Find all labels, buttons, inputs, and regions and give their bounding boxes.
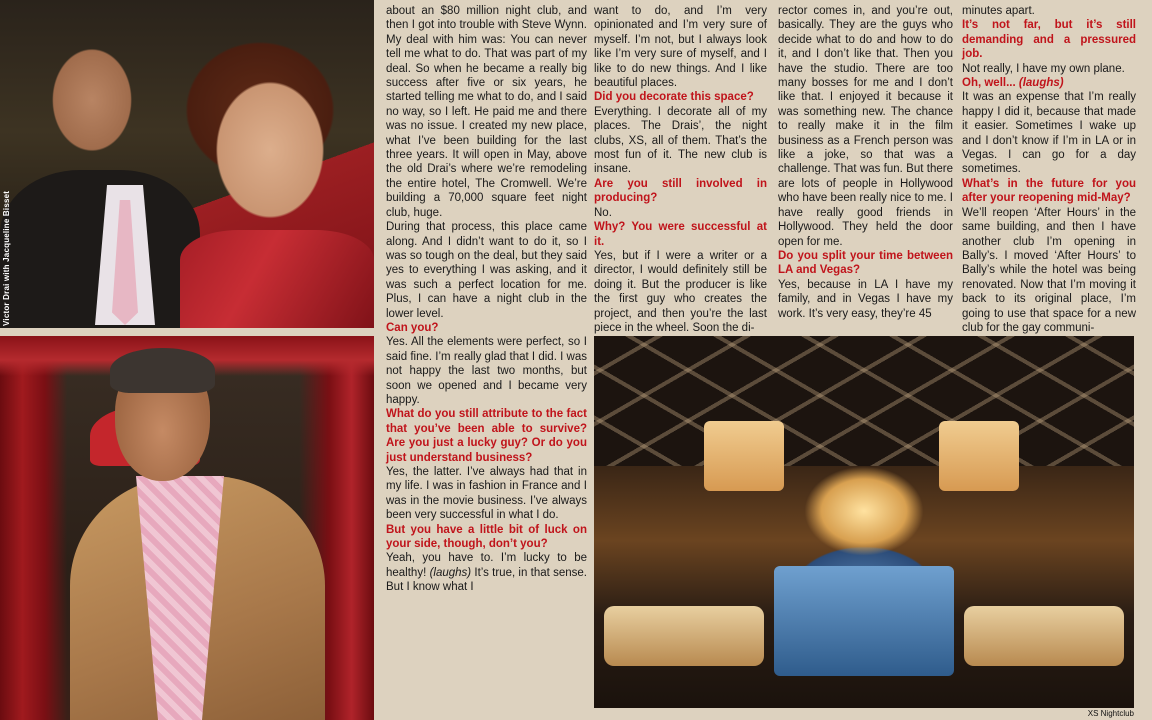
paragraph-text: want to do, and I’m very opinionated and I’m very sure of myself. I’m not, but I always look like I’m very sure of myself, and I like to do new things. And I like beautiful places. [594,5,767,90]
interview-answer [778,4,953,249]
photo-xs-nightclub [594,336,1134,708]
paragraph-text: Are you still involved in producing? [594,177,767,205]
paragraph-text: During that process, this place came along. And I didn’t want to do it, so I was so tough on the deal, but they said yes to everything I was asking, and it was such a perfect location for me. Plus, I can have a night club in the lower level. [386,221,587,320]
photo-victor-drai-portrait [0,336,374,720]
photo-detail-hair [110,348,215,393]
photo-credit: Victor Drai with Jacqueline Bisset [2,190,11,326]
interview-question [386,321,587,335]
interview-question [386,523,587,552]
interview-answer [594,249,767,335]
paragraph-text: Can you? [386,321,439,334]
photo-detail-sofa-left [604,606,764,666]
paragraph-text: What do you still attribute to the fact that you’ve been able to survive? Are you just a lucky guy? Or do you just understand business? [386,408,587,464]
interview-question [962,76,1136,90]
interview-answer [962,90,1136,176]
paragraph-text: minutes apart. [962,5,1035,17]
interview-question [594,90,767,104]
interview-answer [594,105,767,177]
paragraph-text: Yes, the latter. I’ve always had that in my life. I was in fashion in France and I was in the movie business. I’ve always been very successful in what I do. [386,466,587,522]
interview-answer [386,465,587,523]
interview-answer [962,4,1136,18]
paragraph-text: What’s in the future for you after your reopening mid-May? [962,177,1136,205]
paragraph-text: It was an expense that I’m really happy I did it, because that made it easier. Sometimes I wake up and I don’t know if I’m in LA or in Vegas. I can go for a day sometimes. [962,91,1136,176]
paragraph-text: Everything. I decorate all of my places. The Drais’, the night clubs, XS, all of them. That’s the most fun of it. The new club is insane. [594,105,767,176]
photo-detail-scarf [180,230,374,328]
paragraph-text-continued: It’s true, in that sense. But I know what I [386,566,587,594]
photo-caption: XS Nightclub [1087,709,1134,718]
paragraph-text: Yes. All the elements were perfect, so I said fine. I’m really glad that I did. I was not happy the last two months, but soon we opened and I became very happy. [386,336,587,406]
paragraph-text: about an $80 million night club, and then I got into trouble with Steve Wynn. My deal with him was: You can never tell me what to do. That was part of my deal. So when he became a really big success after five or six years, he started telling me what to do, and I said no way, so I left. He paid me and there was no issue. I created my new place, what I’ve been building for the last three years. It will open in May, above the old Drai’s where we’re remodeling the entire hotel, The Cromwell. We’re building a 70,000 square feet night club, huge. [386,5,587,219]
photo-detail-pool [774,566,954,676]
interview-question [594,177,767,206]
photo-detail-sofa-right [964,606,1124,666]
paragraph-text: rector comes in, and you’re out, basically. They are the guys who decide what to do and how to do it, and I don’t like that. Then you have the studio. There are too many bosses for me and I don’t like that. I enjoyed it because it was something new. The chance to really make it in the film business as a French person was like a joke, so that was a challenge. That was fun. But there are lots of people in Hollywood who have been really nice to me. I have really good friends in Hollywood. They held the door open for me. [778,5,953,248]
paragraph-text: Yes, but if I were a writer or a director, I would definitely still be doing it. But the producer is like the first guy who creates the project, and then you’re the last piece in the wheel. Soon the di- [594,249,767,334]
article-column-2 [594,4,767,335]
interview-question [962,177,1136,206]
interview-answer [386,335,587,407]
paragraph-text: No. [594,206,612,219]
paragraph-aside: (laughs) [429,566,472,579]
paragraph-text: Not really, I have my own plane. [962,62,1125,75]
photo-detail-lamp-left [704,421,784,491]
paragraph-text: But you have a little bit of luck on your side, though, don’t you? [386,523,587,551]
paragraph-text: It’s not far, but it’s still demanding and a pressured job. [962,19,1136,61]
paragraph-text: Did you decorate this space? [594,91,754,104]
paragraph-text: Yes, because in LA I have my family, and in Vegas I have my work. It’s very easy, they’re 45 [778,278,953,320]
interview-answer [386,551,587,594]
paragraph-text: Do you split your time between LA and Vegas? [778,249,953,277]
interview-answer [778,278,953,321]
article-column-3 [778,4,953,321]
interview-answer [386,220,587,321]
interview-answer [386,4,587,220]
paragraph-text: We’ll reopen ‘After Hours’ in the same building, and then I have another club I’m opening in Bally’s. I moved ‘After Hours’ to Bally’s while the hotel was being renovated. Now that I’m moving it back to its original place, I’m going to use that space for a new club for the gay communi- [962,206,1136,334]
photo-detail-lamp-right [939,421,1019,491]
interview-question [778,249,953,278]
interview-answer [594,4,767,90]
article-column-1 [386,4,587,595]
interview-question [962,18,1136,61]
interview-answer [962,206,1136,336]
photo-detail-chandelier [804,466,924,556]
interview-question [594,220,767,249]
paragraph-aside: (laughs) [1015,77,1064,90]
interview-question [386,407,587,465]
interview-answer [962,62,1136,76]
photo-victor-drai-jacqueline-bisset [0,0,374,328]
paragraph-text: Oh, well... [962,77,1016,90]
paragraph-text: Why? You were successful at it. [594,221,767,248]
interview-answer [594,206,767,220]
article-column-4 [962,4,1136,335]
paragraph-text: Yeah, you have to. I’m lucky to be healthy! [386,552,587,579]
photo-detail-ceiling [594,336,1134,466]
